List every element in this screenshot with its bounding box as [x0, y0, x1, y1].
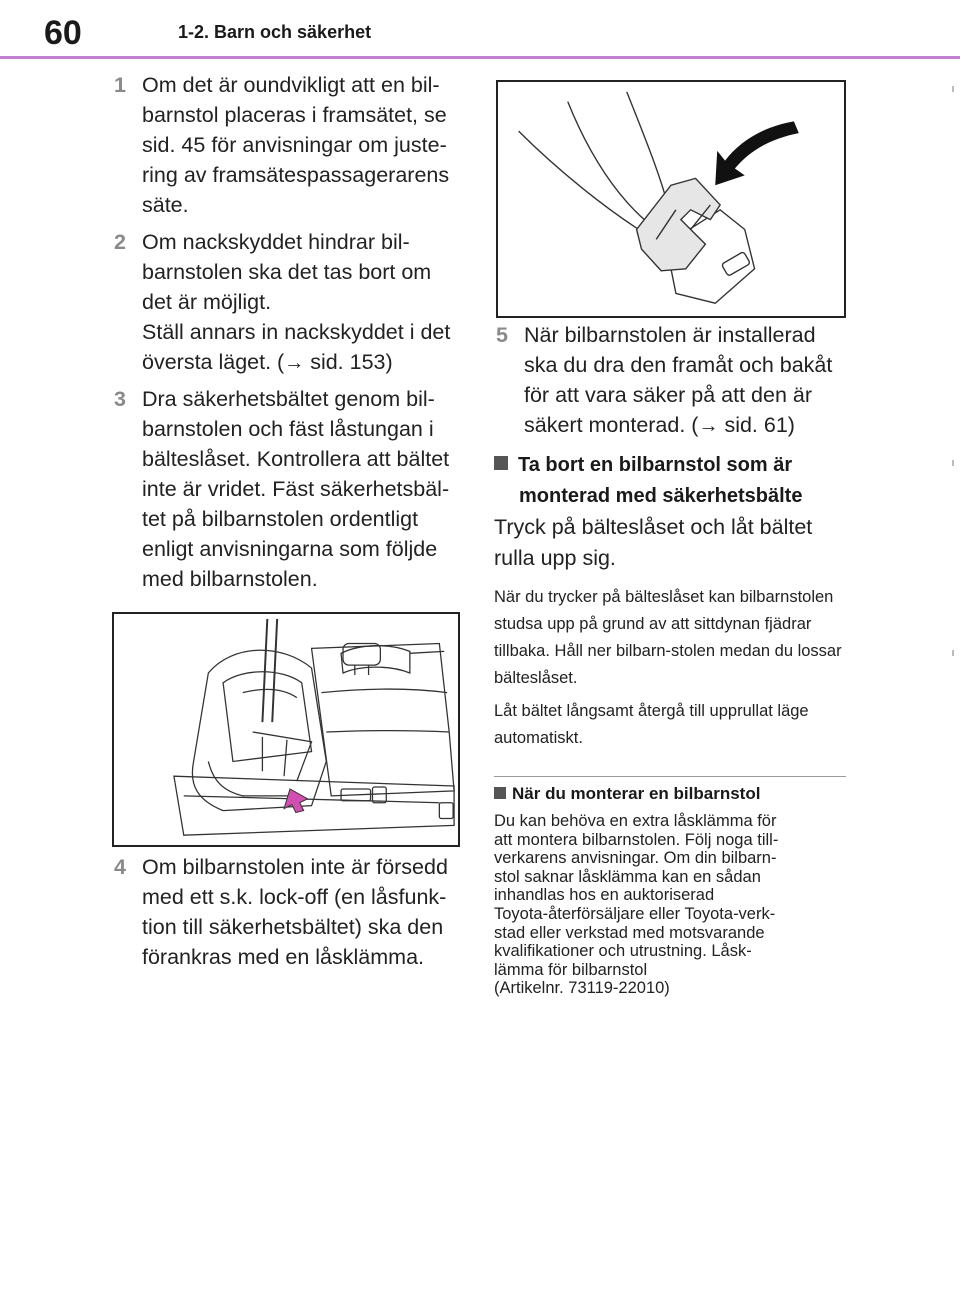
locking-clip-illustration — [496, 80, 846, 318]
arrow-right-icon: → — [284, 352, 305, 374]
page-number: 60 — [44, 14, 82, 52]
step-3 — [114, 384, 474, 594]
step-number: 5 — [496, 323, 508, 347]
step-text: När bilbarnstolen är installerad ska du dra den framåt och bakåt för att vara säker på att den är säkert monterad. (→ sid. 61) — [524, 323, 833, 437]
step-1 — [114, 70, 474, 220]
margin-mark — [952, 460, 954, 466]
section-title: 1-2. Barn och säkerhet — [178, 22, 372, 42]
step-number: 3 — [114, 387, 126, 411]
step-number: 2 — [114, 230, 126, 254]
step-number: 1 — [114, 73, 126, 97]
body-text: Tryck på bälteslåset och låt bältet rulla upp sig. — [494, 515, 813, 570]
step-text: Om det är oundvikligt att en bil- barnstol placeras i framsätet, se sid. 45 för anvisningar om juste- ring av framsätespassagerarens säte. — [142, 73, 450, 217]
note-paragraph: Låt bältet långsamt återgå till upprullat läge automatiskt. — [494, 702, 809, 747]
child-seat-drawing — [114, 614, 458, 845]
pointer-arrow-icon — [715, 121, 799, 185]
square-bullet-icon — [494, 456, 508, 470]
subheading: Ta bort en bilbarnstol som är monterad med säkerhetsbälte — [494, 450, 844, 512]
arrow-right-icon: → — [698, 415, 719, 437]
step-2 — [114, 227, 474, 378]
info-body: Du kan behöva en extra låsklämma för att montera bilbarnstolen. Följ noga till- verkarens anvisningar. Om din bilbarn- stol saknar låsklämma kan en sådan inhandlas hos en auktoriserad Toyota-återförsäljare eller Toyota-verk- stad eller verkstad med motsvarande kvalifikationer och utrustning. Låsk- lämma för bilbarnstol (Artikelnr. 73119-22010) — [494, 812, 779, 998]
step-number: 4 — [114, 855, 126, 879]
divider — [494, 776, 846, 777]
step-text: Om bilbarnstolen inte är försedd med ett s.k. lock-off (en låsfunk- tion till säkerhetsbältet) ska den förankras med en låsklämma. — [142, 855, 448, 969]
info-heading: När du monterar en bilbarnstol — [494, 784, 844, 804]
step-4 — [114, 852, 474, 972]
step-text: Dra säkerhetsbältet genom bil- barnstolen och fäst låstungan i bälteslåset. Kontrollera att bältet inte är vridet. Fäst säkerhetsbäl- tet på bilbarnstolen ordentligt enligt anvisningarna som följde med bilbarnstolen. — [142, 387, 450, 591]
pointer-arrow-icon — [284, 789, 308, 813]
child-seat-illustration — [112, 612, 460, 847]
step-text: Om nackskyddet hindrar bil- barnstolen ska det tas bort om det är möjligt. Ställ annars in nackskyddet i det översta läget. (→ sid. 153) — [142, 230, 451, 374]
header-rule — [0, 56, 960, 59]
margin-mark — [952, 86, 954, 92]
step-5 — [496, 320, 856, 441]
margin-mark — [952, 650, 954, 656]
note-paragraph: När du trycker på bälteslåset kan bilbarnstolen studsa upp på grund av att sittdynan fjädrar tillbaka. Håll ner bilbarn-stolen medan du lossar bälteslåset. — [494, 588, 842, 687]
square-bullet-icon — [494, 787, 506, 799]
locking-clip-drawing — [498, 82, 844, 316]
